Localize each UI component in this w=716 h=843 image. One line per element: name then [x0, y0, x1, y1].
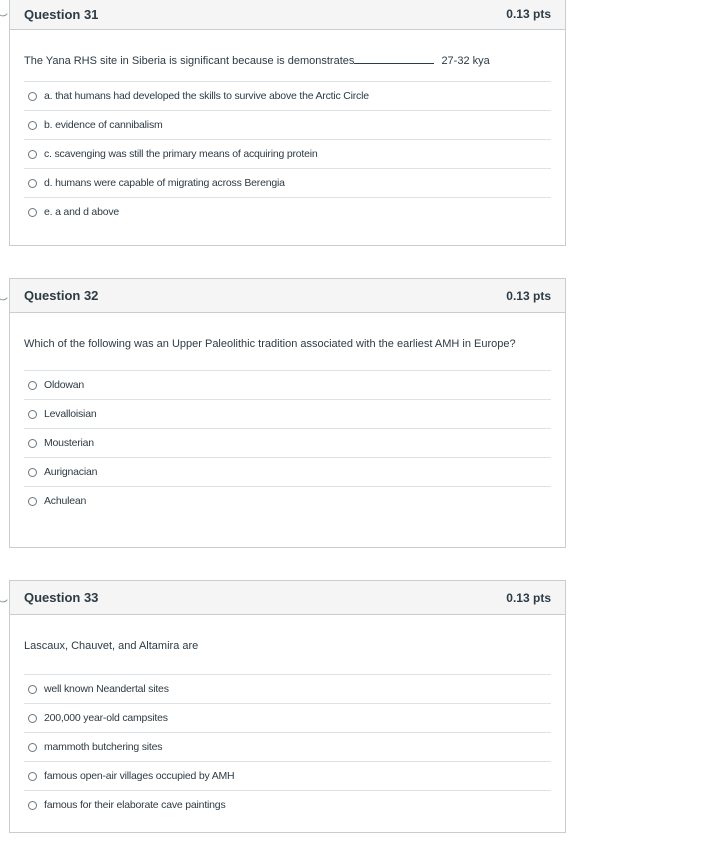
radio-icon[interactable] [28, 208, 37, 217]
question-text: Lascaux, Chauvet, and Altamira are [24, 640, 199, 652]
radio-icon[interactable] [28, 772, 37, 781]
answer-option[interactable]: a. that humans had developed the skills to survive above the Arctic Circle [24, 81, 551, 110]
question-points: 0.13 pts [506, 288, 551, 303]
question-text-part: The Yana RHS site in Siberia is significant because is demonstrates [24, 55, 355, 67]
answer-option[interactable]: famous for their elaborate cave paintings [24, 790, 551, 819]
radio-icon[interactable] [28, 410, 37, 419]
answer-option[interactable]: d. humans were capable of migrating across Berengia [24, 168, 551, 197]
radio-icon[interactable] [28, 685, 37, 694]
answer-option[interactable]: Oldowan [24, 370, 551, 399]
answer-blank [354, 54, 434, 64]
question-32 [9, 278, 566, 548]
question-text: Which of the following was an Upper Paleolithic tradition associated with the earliest AMH in Europe? [24, 338, 516, 350]
answer-option[interactable]: Mousterian [24, 428, 551, 457]
question-header [10, 581, 565, 615]
question-title: Question 33 [24, 590, 99, 605]
answer-option[interactable]: Aurignacian [24, 457, 551, 486]
answer-option[interactable]: e. a and d above [24, 197, 551, 226]
question-31 [9, 0, 566, 246]
answer-option[interactable]: c. scavenging was still the primary means of acquiring protein [24, 139, 551, 168]
question-points: 0.13 pts [506, 7, 551, 21]
radio-icon[interactable] [28, 381, 37, 390]
question-header [10, 279, 565, 313]
answer-option[interactable]: Levalloisian [24, 399, 551, 428]
radio-icon[interactable] [28, 743, 37, 752]
radio-icon[interactable] [28, 179, 37, 188]
answer-option[interactable]: Achulean [24, 486, 551, 515]
radio-icon[interactable] [28, 92, 37, 101]
question-title: Question 31 [24, 6, 99, 22]
answer-option[interactable]: famous open-air villages occupied by AMH [24, 761, 551, 790]
radio-icon[interactable] [28, 468, 37, 477]
question-marker-icon [0, 592, 8, 605]
radio-icon[interactable] [28, 121, 37, 130]
question-title: Question 32 [24, 288, 99, 303]
question-text [24, 52, 551, 70]
question-marker-icon [0, 290, 8, 303]
question-header [10, 0, 565, 30]
answer-option[interactable]: b. evidence of cannibalism [24, 110, 551, 139]
radio-icon[interactable] [28, 801, 37, 810]
answer-option[interactable]: 200,000 year-old campsites [24, 703, 551, 732]
question-text-part: 27-32 kya [441, 55, 490, 67]
question-marker-icon [0, 6, 8, 19]
question-points: 0.13 pts [506, 590, 551, 605]
radio-icon[interactable] [28, 439, 37, 448]
answer-option[interactable]: mammoth butchering sites [24, 732, 551, 761]
question-33 [9, 580, 566, 833]
answer-list [24, 81, 551, 226]
answer-option[interactable]: well known Neandertal sites [24, 674, 551, 703]
radio-icon[interactable] [28, 714, 37, 723]
answer-list [24, 674, 551, 819]
radio-icon[interactable] [28, 150, 37, 159]
radio-icon[interactable] [28, 497, 37, 506]
answer-list [24, 370, 551, 515]
